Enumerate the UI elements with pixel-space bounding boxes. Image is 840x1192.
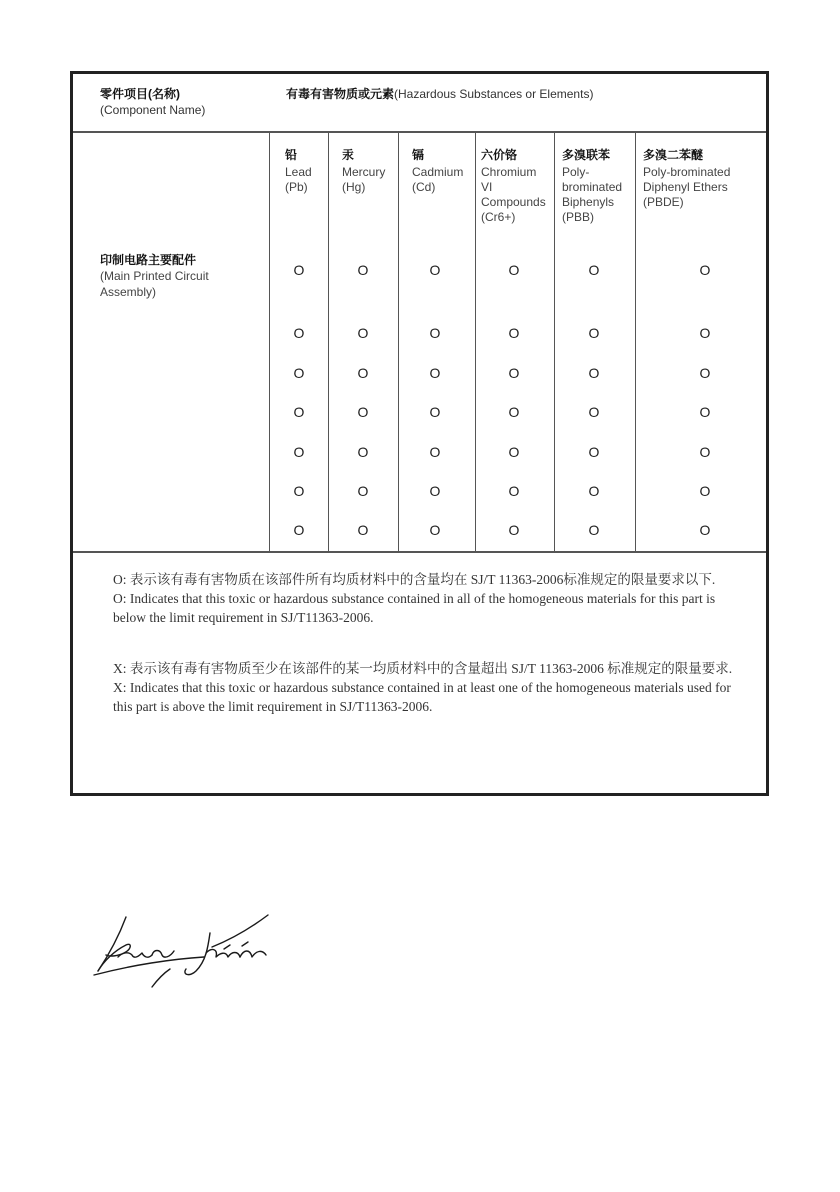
handwritten-signature [92,913,277,988]
column-divider [554,131,555,551]
column-header-zh: 多溴联苯 [562,148,611,162]
column-divider [398,131,399,551]
substance-mark: O [429,404,441,420]
substance-mark: O [588,404,600,420]
substance-mark: O [357,444,369,460]
column-header-en: (Hg) [342,180,366,194]
substance-mark: O [699,325,711,341]
substance-mark: O [357,483,369,499]
substance-mark: O [429,325,441,341]
substance-mark: O [699,404,711,420]
column-divider [635,131,636,551]
component-name-header-zh: 零件项目(名称) [100,87,180,101]
note-o-en: O: Indicates that this toxic or hazardous substance contained in all of the homogeneous materials for this part is below the limit requirement in SJ/T11363-2006. [113,591,716,625]
substance-mark: O [588,325,600,341]
column-header-pbde [643,148,730,210]
substance-mark: O [508,325,520,341]
column-divider [475,131,476,551]
column-header-en: (Pb) [285,180,308,194]
column-header-chromium [481,148,546,225]
column-header-pbb [562,148,622,225]
substance-mark: O [699,522,711,538]
substance-mark: O [429,444,441,460]
substance-mark: O [699,444,711,460]
substance-mark: O [699,365,711,381]
column-header-zh: 铅 [285,148,298,162]
substance-mark: O [429,365,441,381]
column-header-en: Diphenyl Ethers [643,180,728,194]
substance-mark: O [293,404,305,420]
column-header-en: (PBB) [562,210,595,224]
notes-divider [73,551,766,553]
substance-mark: O [357,522,369,538]
substance-mark: O [588,444,600,460]
component-label-zh: 印制电路主要配件 [100,253,197,267]
substance-mark: O [293,325,305,341]
column-header-en: Poly- [562,165,590,179]
substance-mark: O [508,444,520,460]
substance-mark: O [293,522,305,538]
substance-mark: O [293,262,305,278]
column-header-en: Biphenyls [562,195,615,209]
substance-mark: O [293,483,305,499]
column-header-en: Chromium [481,165,537,179]
hazardous-substances-table [70,71,769,796]
column-header-en: (PBDE) [643,195,684,209]
substance-mark: O [588,262,600,278]
column-header-zh: 多溴二苯醚 [643,148,704,162]
note-o-zh: O: 表示该有毒有害物质在该部件所有均质材料中的含量均在 SJ/T 11363-2006标准规定的限量要求以下. [113,572,716,587]
column-divider [328,131,329,551]
substance-mark: O [293,444,305,460]
component-label-en: Assembly) [100,285,157,299]
column-header-en: Lead [285,165,312,179]
column-divider [269,131,270,551]
substance-mark: O [588,483,600,499]
substances-header-zh: 有毒有害物质或元素 [286,87,395,101]
substance-mark: O [293,365,305,381]
substance-mark: O [588,522,600,538]
column-header-zh: 六价铬 [481,148,518,162]
component-label [100,252,209,300]
substance-mark: O [429,483,441,499]
column-header-lead [285,148,312,195]
column-header-en: Poly-brominated [643,165,731,179]
component-label-en: (Main Printed Circuit [100,269,209,283]
substance-mark: O [357,262,369,278]
component-name-header [100,86,205,118]
column-header-cadmium [412,148,463,195]
substances-header [286,86,593,102]
column-header-en: Cadmium [412,165,464,179]
notes-section [113,570,743,716]
column-header-zh: 镉 [412,148,425,162]
substance-mark: O [508,483,520,499]
substances-header-en: (Hazardous Substances or Elements) [394,87,594,101]
column-header-en: brominated [562,180,623,194]
column-header-en: (Cd) [412,180,436,194]
substance-mark: O [588,365,600,381]
column-header-en: VI [481,180,493,194]
column-header-en: (Cr6+) [481,210,516,224]
substance-mark: O [429,262,441,278]
substance-mark: O [508,522,520,538]
substance-mark: O [699,262,711,278]
component-name-header-en: (Component Name) [100,103,206,117]
column-header-zh: 汞 [342,148,355,162]
note-x-zh: X: 表示该有毒有害物质至少在该部件的某一均质材料中的含量超出 SJ/T 11363-2006 标准规定的限量要求. [113,661,733,676]
note-x-en: X: Indicates that this toxic or hazardous substance contained in at least one of the homogeneous materials used for this part is above the limit requirement in SJ/T11363-2006. [113,680,731,714]
column-header-en: Mercury [342,165,386,179]
substance-mark: O [357,404,369,420]
column-header-en: Compounds [481,195,546,209]
substance-mark: O [429,522,441,538]
table-header-row [73,74,766,133]
substance-mark: O [699,483,711,499]
substance-mark: O [508,262,520,278]
substance-mark: O [357,365,369,381]
column-header-mercury [342,148,385,195]
substance-mark: O [508,404,520,420]
substance-mark: O [508,365,520,381]
substance-mark: O [357,325,369,341]
